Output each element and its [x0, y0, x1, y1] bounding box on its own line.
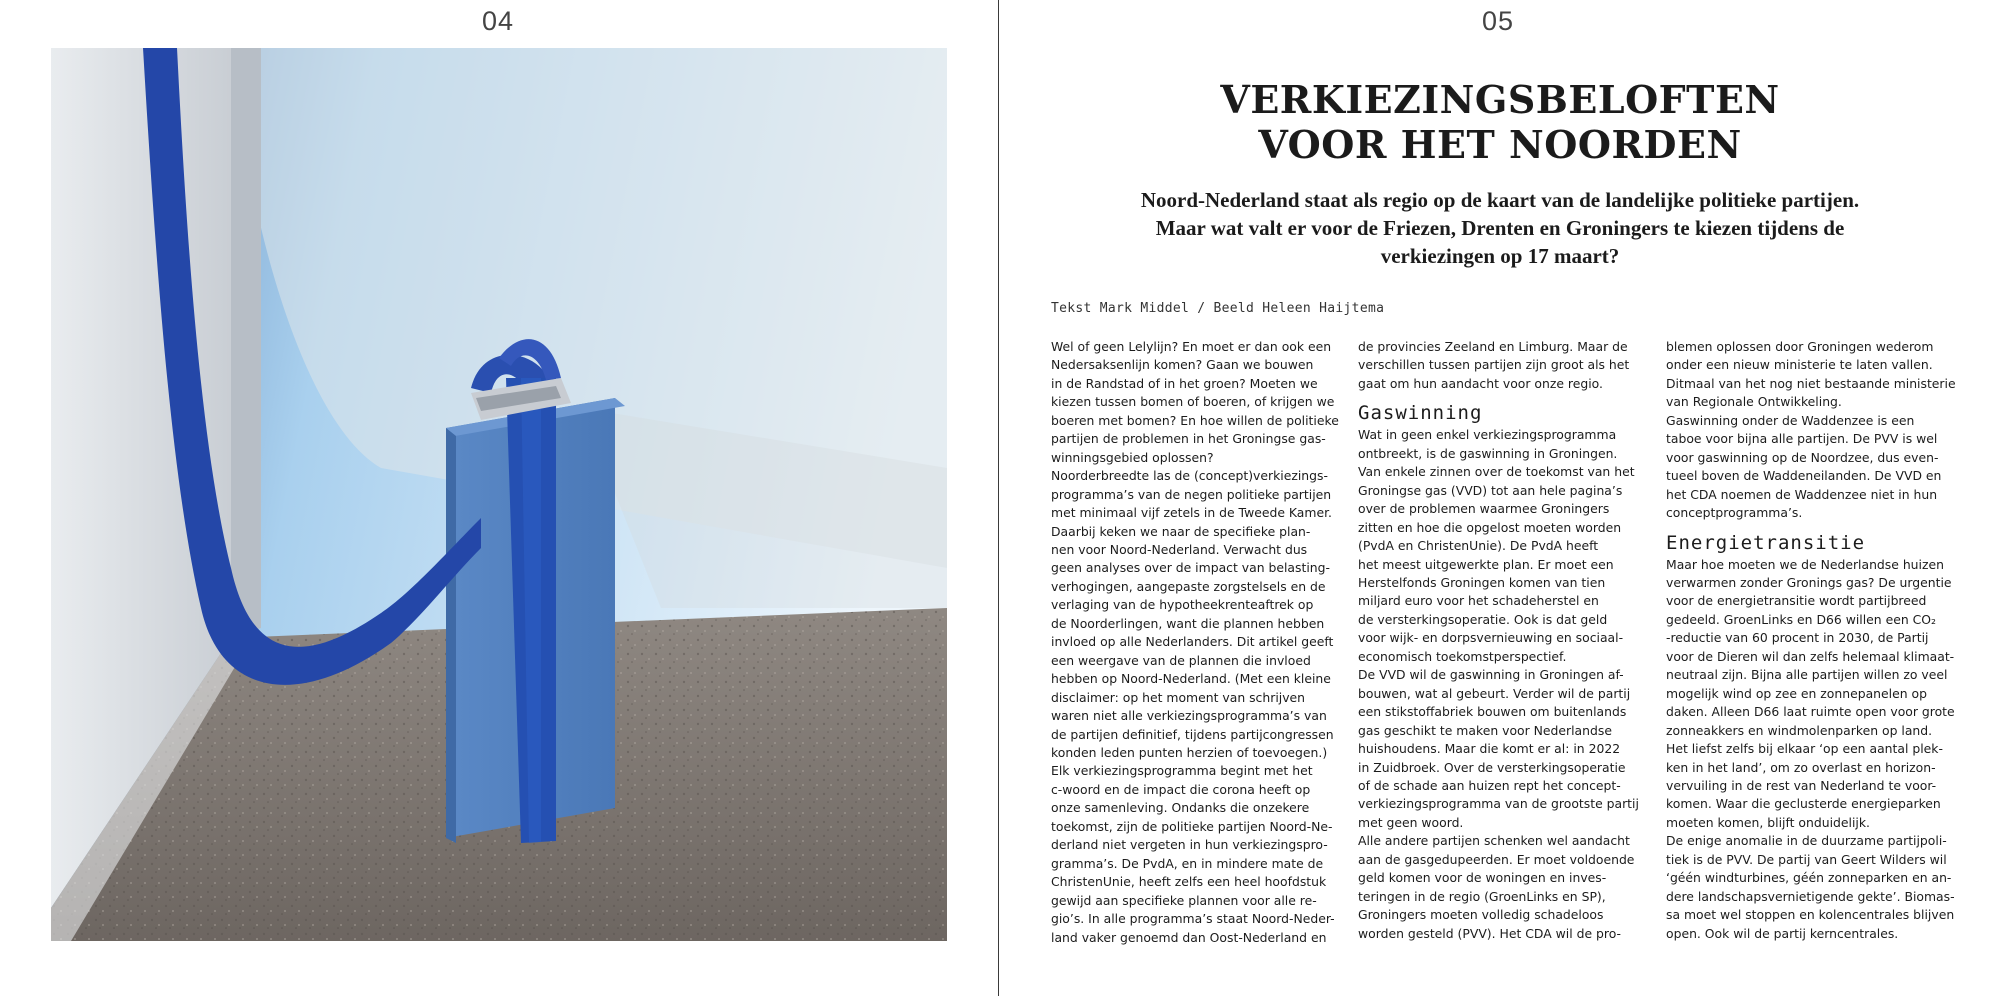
body-text-line: zonneakkers en windmolenparken op land.: [1666, 722, 1933, 738]
body-text-line: land vaker genoemd dan Oost-Nederland en: [1051, 929, 1327, 945]
body-text-line: Groningse gas (VVD) tot aan hele pagina’s: [1358, 482, 1623, 498]
body-text-line: mogelijk wind op zee en zonnepanelen op: [1666, 685, 1927, 701]
body-text-line: kiezen tussen bomen of boeren, of krijgen we: [1051, 394, 1335, 410]
body-text-line: -reductie van 60 procent in 2030, de Partij: [1666, 630, 1929, 646]
body-text-line: gio’s. In alle programma’s staat Noord-Neder-: [1051, 911, 1335, 927]
body-text-line: gramma’s. De PvdA, en in mindere mate de: [1051, 855, 1324, 871]
body-text-line: Groningers moeten volledig schadeloos: [1358, 907, 1604, 923]
body-text-line: een weergave van de plannen die invloed: [1051, 652, 1311, 668]
body-text-line: zitten en hoe die opgelost moeten worden: [1358, 519, 1622, 535]
body-text-line: Herstelfonds Groningen komen van tien: [1358, 574, 1606, 590]
body-text-line: onze samenleving. Ondanks die onzekere: [1051, 800, 1310, 816]
body-text-line: geen analyses over de impact van belasting-: [1051, 560, 1330, 576]
body-text-line: Nedersaksenlijn komen? Gaan we bouwen: [1051, 357, 1314, 373]
body-text-line: moeten komen, blijft onduidelijk.: [1666, 814, 1870, 830]
body-text-line: boeren met bomen? En hoe willen de politieke: [1051, 412, 1339, 428]
body-text-line: of de schade aan huizen rept het concept-: [1358, 777, 1621, 793]
body-text-line: neutraal zijn. Bijna alle partijen willen zo veel: [1666, 667, 1948, 683]
body-text-line: voor wijk- en dorpsvernieuwing en sociaal-: [1358, 630, 1624, 646]
body-text-line: gas geschikt te maken voor Nederlandse: [1358, 722, 1612, 738]
body-text-line: tueel boven de Waddeneilanden. De VVD en: [1666, 468, 1942, 484]
body-text-line: konden leden punten herzien of toevoegen.): [1051, 744, 1328, 760]
body-text-line: gewijd aan specifieke plannen voor alle re-: [1051, 892, 1317, 908]
body-text-line: Het liefst zelfs bij elkaar ‘op een aantal plek-: [1666, 741, 1943, 757]
body-text-line: de partijen definitief, tijdens partijcongressen: [1051, 726, 1334, 742]
body-text-line: vervuiling in de rest van Nederland te voor-: [1666, 777, 1937, 793]
body-text-line: Maar hoe moeten we de Nederlandse huizen: [1666, 556, 1944, 572]
body-text-line: onder een nieuw ministerie te laten vallen.: [1666, 357, 1933, 373]
intro-line: Maar wat valt er voor de Friezen, Drenten en Groningers te kiezen tijdens de: [1155, 216, 1845, 240]
body-text-line: gaat om hun aandacht voor onze regio.: [1358, 375, 1603, 391]
body-text-line: een stikstoffabriek bouwen om buitenlands: [1358, 704, 1627, 720]
body-text-line: open. Ook wil de partij kerncentrales.: [1666, 925, 1899, 941]
body-text-line: de versterkingsoperatie. Ook is dat geld: [1358, 611, 1608, 627]
body-text-line: gedeeld. GroenLinks en D66 willen een CO₂: [1666, 611, 1936, 627]
body-text-line: daken. Alleen D66 laat ruimte open voor grote: [1666, 704, 1955, 720]
body-text-line: Ditmaal van het nog niet bestaande ministerie: [1666, 375, 1956, 391]
body-text-line: over de problemen waarmee Groningers: [1358, 501, 1610, 517]
body-text-line: tiek is de PVV. De partij van Geert Wilders wil: [1666, 851, 1947, 867]
text-column-2: [1358, 338, 1638, 943]
body-text-line: verwarmen zonder Gronings gas? De urgentie: [1666, 574, 1952, 590]
body-text-line: Gaswinning onder de Waddenzee is een: [1666, 412, 1915, 428]
body-text-line: verkiezingsprogramma van de grootste partij: [1358, 796, 1639, 812]
body-text-line: met geen woord.: [1358, 814, 1464, 830]
body-text-line: toekomst, zijn de politieke partijen Noord-Ne-: [1051, 818, 1333, 834]
body-text-line: disclaimer: op het moment van schrijven: [1051, 689, 1306, 705]
body-text-line: Elk verkiezingsprogramma begint met het: [1051, 763, 1313, 779]
body-text-line: ontbreekt, is de gaswinning in Groningen.: [1358, 445, 1618, 461]
article-photo: [51, 48, 947, 941]
body-text-line: blemen oplossen door Groningen wederom: [1666, 339, 1934, 354]
body-text-line: (PvdA en ChristenUnie). De PvdA heeft: [1358, 538, 1599, 554]
article-title: [1040, 77, 1960, 167]
body-text-line: aan de gasgedupeerden. Er moet voldoende: [1358, 851, 1635, 867]
body-text-line: voor gaswinning op de Noordzee, dus even-: [1666, 449, 1939, 465]
body-text-line: ken in het land’, om zo overlast en horizon-: [1666, 759, 1936, 775]
body-text-line: voor de Dieren wil dan zelfs helemaal klimaat-: [1666, 648, 1955, 664]
body-text-line: komen. Waar die geclusterde energieparken: [1666, 796, 1941, 812]
body-text-line: met minimaal vijf zetels in de Tweede Kamer.: [1051, 505, 1332, 521]
body-text-line: Daarbij keken we naar de specifieke plan-: [1051, 523, 1311, 539]
text-column-1: [1051, 338, 1339, 947]
body-text-line: het meest uitgewerkte plan. Er moet een: [1358, 556, 1614, 572]
body-text-line: verschillen tussen partijen zijn groot als het: [1358, 357, 1630, 373]
text-column-3: [1666, 338, 1956, 943]
body-text-line: derland niet vergeten in hun verkiezingspro-: [1051, 837, 1328, 853]
body-text-line: de Noorderlingen, want die plannen hebben: [1051, 615, 1325, 631]
body-text-line: Wel of geen Lelylijn? En moet er dan ook een: [1051, 339, 1332, 354]
article-byline: Tekst Mark Middel / Beeld Heleen Haijtema: [1051, 301, 1385, 316]
body-text-line: huishoudens. Maar die komt er al: in 2022: [1358, 741, 1621, 757]
body-text-line: in Zuidbroek. Over de versterkingsoperatie: [1358, 759, 1626, 775]
body-text-line: het CDA noemen de Waddenzee niet in hun: [1666, 486, 1938, 502]
body-text-line: ChristenUnie, heeft zelfs een heel hoofdstuk: [1051, 874, 1327, 890]
body-text-line: Alle andere partijen schenken wel aandacht: [1358, 833, 1630, 849]
body-text-line: conceptprogramma’s.: [1666, 505, 1803, 521]
body-text-line: hebben op Noord-Nederland. (Met een kleine: [1051, 671, 1331, 687]
body-text-line: economisch toekomstperspectief.: [1358, 648, 1567, 664]
body-text-line: voor de energietransitie wordt partijbreed: [1666, 593, 1927, 609]
body-text-line: c-woord en de impact die corona heeft op: [1051, 781, 1311, 797]
body-text-line: Noorderbreedte las de (concept)verkiezings-: [1051, 468, 1328, 484]
body-text-line: van Regionale Ontwikkeling.: [1666, 394, 1842, 410]
intro-line: verkiezingen op 17 maart?: [1380, 244, 1620, 268]
page-number-left: 04: [482, 6, 515, 36]
body-text-line: De VVD wil de gaswinning in Groningen af-: [1358, 667, 1624, 683]
body-text-line: dere landschapsvernietigende gekte’. Biomas-: [1666, 888, 1955, 904]
body-text-line: ‘géén windturbines, géén zonneparken en an-: [1666, 870, 1952, 886]
page-fold-divider: [998, 0, 999, 996]
body-text-line: miljard euro voor het schadeherstel en: [1358, 593, 1599, 609]
body-text-line: winningsgebied oplossen?: [1051, 449, 1214, 465]
body-text-line: taboe voor bijna alle partijen. De PVV is wel: [1666, 431, 1938, 447]
body-text-line: verhogingen, aangepaste zorgstelsels en de: [1051, 578, 1326, 594]
body-text-line: waren niet alle verkiezingsprogramma’s van: [1051, 708, 1327, 724]
body-text-line: verlaging van de hypotheekrenteaftrek op: [1051, 597, 1314, 613]
body-text-line: invloed op alle Nederlanders. Dit artikel geeft: [1051, 634, 1334, 650]
body-text-line: in de Randstad of in het groen? Moeten we: [1051, 375, 1318, 391]
body-text-line: sa moet wel stoppen en kolencentrales blijven: [1666, 907, 1955, 923]
body-text-line: teringen in de regio (GroenLinks en SP),: [1358, 888, 1606, 904]
section-heading: Energietransitie: [1666, 531, 1866, 554]
body-text-line: geld komen voor de woningen en inves-: [1358, 870, 1607, 886]
body-text-line: Van enkele zinnen over de toekomst van het: [1358, 464, 1635, 480]
body-text-line: Wat in geen enkel verkiezingsprogramma: [1358, 427, 1617, 443]
body-text-line: partijen de problemen in het Groningse gas-: [1051, 431, 1326, 447]
page-number-right: 05: [1482, 6, 1515, 36]
body-text-line: bouwen, wat al gebeurt. Verder wil de partij: [1358, 685, 1631, 701]
article-intro: [1090, 186, 1910, 270]
body-text-line: de provincies Zeeland en Limburg. Maar de: [1358, 339, 1628, 354]
intro-line: Noord-Nederland staat als regio op de kaart van de landelijke politieke partijen.: [1140, 188, 1860, 212]
article-title-line: VERKIEZINGSBELOFTEN: [1220, 77, 1780, 122]
body-text-line: worden gesteld (PVV). Het CDA wil de pro-: [1358, 925, 1621, 941]
body-text-line: programma’s van de negen politieke partijen: [1051, 486, 1332, 502]
body-text-line: De enige anomalie in de duurzame partijpoli-: [1666, 833, 1947, 849]
article-title-line: VOOR HET NOORDEN: [1258, 122, 1742, 167]
section-heading: Gaswinning: [1358, 402, 1483, 425]
body-text-line: nen voor Noord-Nederland. Verwacht dus: [1051, 541, 1308, 557]
